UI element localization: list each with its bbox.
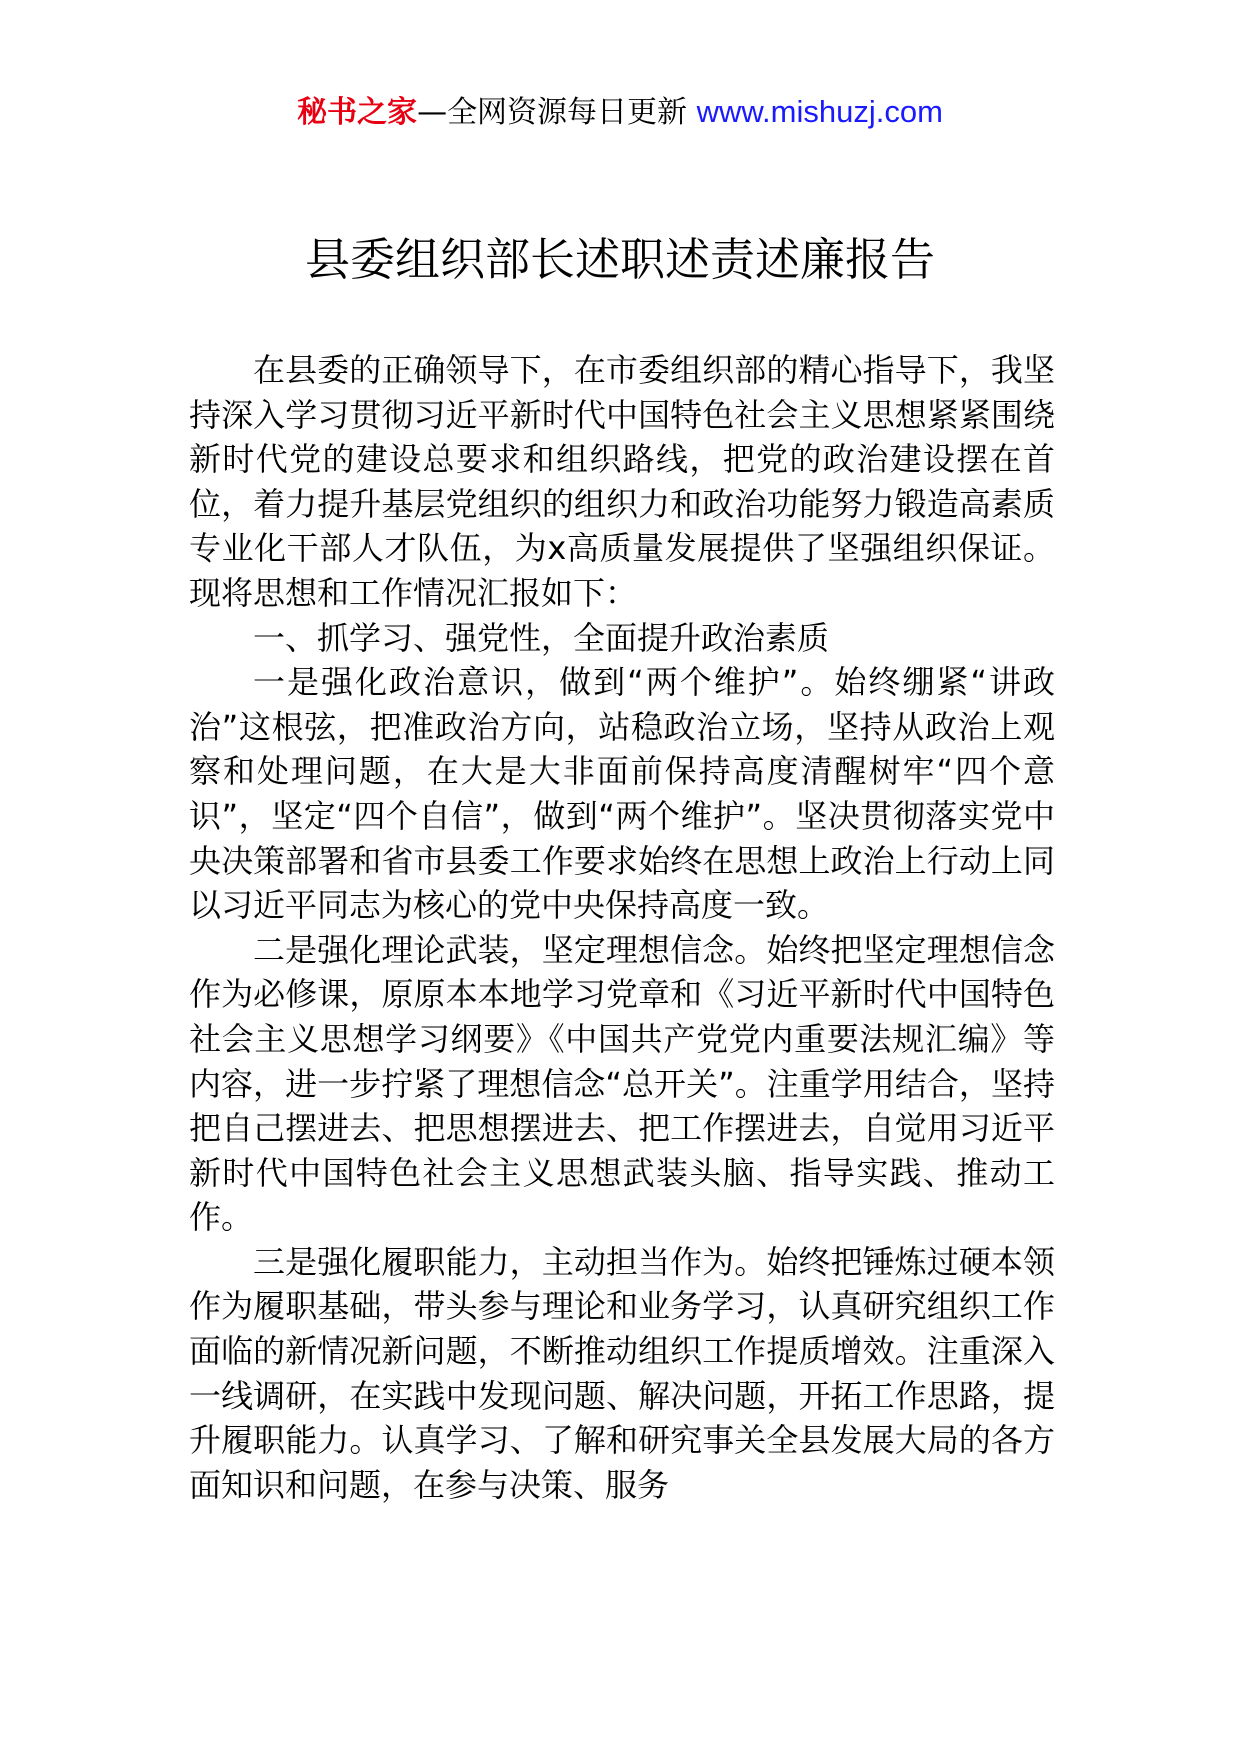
body-paragraph: 一是强化政治意识，做到“两个维护”。始终绷紧“讲政治”这根弦，把准政治方向，站稳政治立场，坚持从政治上观察和处理问题，在大是大非面前保持高度清醒树牢“四个意识”，坚定“四个自信”，做到“两个维护”。坚决贯彻落实党中央决策部署和省市县委工作要求始终在思想上政治上行动上同以习近平同志为核心的党中央保持高度一致。 [189, 663, 1055, 925]
body-paragraph: 二是强化理论武装，坚定理想信念。始终把坚定理想信念作为必修课，原原本本地学习党章和《习近平新时代中国特色社会主义思想学习纲要》《中国共产党党内重要法规汇编》等内容，进一步拧紧了理想信念“总开关”。注重学用结合，坚持把自己摆进去、把思想摆进去、把工作摆进去，自觉用习近平新时代中国特色社会主义思想武装头脑、指导实践、推动工作。 [189, 930, 1055, 1237]
site-url-link[interactable]: www.mishuzj.com [696, 94, 943, 129]
document-title: 县委组织部长述职述责述廉报告 [304, 233, 935, 286]
site-brand: 秘书之家 [297, 95, 418, 130]
intro-paragraph: 在县委的正确领导下，在市委组织部的精心指导下，我坚持深入学习贯彻习近平新时代中国特色社会主义思想紧紧围绕新时代党的建设总要求和组织路线，把党的政治建设摆在首位，着力提升基层党组织的组织力和政治功能努力锻造高素质专业化干部人才队伍，为x高质量发展提供了坚强组织保证。现将思想和工作情况汇报如下： [189, 351, 1055, 612]
document-body [189, 348, 1055, 1507]
site-tagline: —全网资源每日更新 [417, 95, 688, 130]
section-heading: 一、抓学习、强党性，全面提升政治素质 [253, 618, 830, 657]
body-paragraph: 三是强化履职能力，主动担当作为。始终把锤炼过硬本领作为履职基础，带头参与理论和业务学习，认真研究组织工作面临的新情况新问题，不断推动组织工作提质增效。注重深入一线调研，在实践中发现问题、解决问题，开拓工作思路，提升履职能力。认真学习、了解和研究事关全县发展大局的各方面知识和问题，在参与决策、服务 [189, 1242, 1055, 1504]
site-header [0, 92, 1240, 133]
